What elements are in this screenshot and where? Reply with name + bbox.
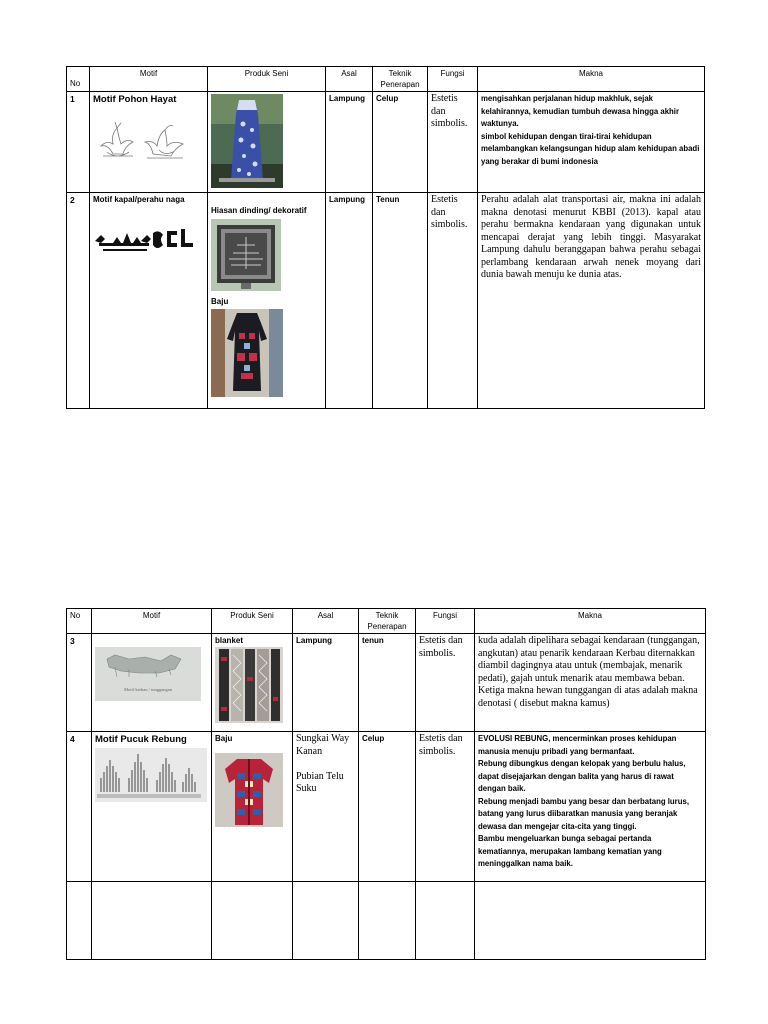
empty-cell	[92, 882, 212, 960]
table1-header-row	[67, 67, 705, 92]
header-produk-seni: Produk Seni	[208, 67, 326, 92]
motif-table-1	[66, 66, 705, 409]
table-row	[67, 92, 705, 193]
row-number: 3	[67, 634, 92, 732]
table2-header-row	[67, 609, 706, 634]
shirt-photo	[215, 753, 283, 827]
asal-cell: Sungkai Way Kanan Pubian Telu Suku	[293, 732, 359, 882]
batik-dress-photo	[211, 94, 283, 188]
blanket-photo	[215, 647, 283, 723]
motif-cell	[90, 92, 208, 193]
header-asal: Asal	[326, 67, 373, 92]
header-fungsi: Fungsi	[428, 67, 478, 92]
produk-label-blanket: blanket	[215, 636, 244, 645]
makna-cell: kuda adalah dipelihara sebagai kendaraan (tunggangan, angkutan) atau penarik kendaraan Kerbau diternakkan diambil dagingnya atau untuk (membajak, menarik pedati), gajah untuk menarik atau membawa beban. Ketiga makna hewan tunggangan di atas adalah makna denotasi ( disebut makna kamus)	[475, 634, 706, 732]
header-fungsi: Fungsi	[416, 609, 475, 634]
asal-cell: Lampung	[293, 634, 359, 732]
asal-cell: Lampung	[326, 92, 373, 193]
kapal-naga-motif-image	[93, 221, 203, 257]
motif-cell	[90, 193, 208, 409]
empty-cell	[416, 882, 475, 960]
motif-title: Motif Pohon Hayat	[93, 94, 177, 105]
empty-cell	[67, 882, 92, 960]
header-no: No	[67, 67, 90, 92]
motif-caption: Motif kerbau / tunggangan	[123, 687, 173, 692]
empty-cell	[293, 882, 359, 960]
row-number: 2	[67, 193, 90, 409]
header-motif: Motif	[92, 609, 212, 634]
header-produk-seni: Produk Seni	[212, 609, 293, 634]
table-row	[67, 193, 705, 409]
empty-cell	[475, 882, 706, 960]
dress-photo	[211, 309, 283, 397]
makna-cell: mengisahkan perjalanan hidup makhluk, sejak kelahirannya, kemudian tumbuh dewasa hingga akhir waktunya. simbol kehidupan dengan tirai-tirai kehidupan melambangkan kelangsungan hidup alam kehidupan abadi yang berakar di bumi indonesia	[478, 92, 705, 193]
wall-hanging-photo	[211, 219, 281, 291]
empty-cell	[212, 882, 293, 960]
makna-lead-text: EVOLUSI REBUNG	[478, 734, 549, 743]
teknik-cell: Celup	[373, 92, 428, 193]
kerbau-motif-image	[95, 647, 201, 701]
row-number: 4	[67, 732, 92, 882]
table-row	[67, 732, 706, 882]
header-teknik-penerapan: Teknik Penerapan	[359, 609, 416, 634]
fungsi-cell: Estetis dan simbolis.	[428, 193, 478, 409]
produk-label-hiasan: Hiasan dinding/ dekoratif	[211, 206, 307, 215]
row-number: 1	[67, 92, 90, 193]
header-motif: Motif	[90, 67, 208, 92]
header-makna: Makna	[478, 67, 705, 92]
header-no: No	[67, 609, 92, 634]
motif-title: Motif kapal/perahu naga	[93, 195, 185, 204]
produk-label-baju: Baju	[211, 297, 229, 306]
produk-seni-cell	[208, 92, 326, 193]
table-row-empty	[67, 882, 706, 960]
produk-seni-cell	[212, 732, 293, 882]
fungsi-cell: Estetis dan simbolis.	[416, 634, 475, 732]
makna-cell: Perahu adalah alat transportasi air, makna ini adalah makna denotasi menurut KBBI (2013). kapal atau perahu bermakna kendaraan yang digunakan untuk mencapai derajat yang lebih tinggi. Masyarakat Lampung dahulu beranggapan bahwa perahu sebagai perlambang kendaraan arwah nenek moyang dari dunia bawah menuju ke dunia atas.	[478, 193, 705, 409]
produk-label-baju: Baju	[215, 734, 233, 743]
makna-body-text: , mencerminkan proses kehidupan manusia menuju pribadi yang bermanfaat. Rebung dibungkus dengan kelopak yang berbulu halus, dapat disejajarkan dengan balita yang harus di rawat dengan baik. Rebung menjadi bambu yang besar dan berbatang lurus, batang yang lurus diibaratkan manusia yang beranjak dewasa dan mengejar cita-cita yang tinggi. Bambu mengeluarkan bunga sebagai pertanda kematiannya, merupakan lambang kematian yang meninggalkan nama baik.	[478, 734, 689, 868]
header-teknik-penerapan: Teknik Penerapan	[373, 67, 428, 92]
teknik-cell: Celup	[359, 732, 416, 882]
produk-seni-cell	[212, 634, 293, 732]
fungsi-cell: Estetis dan simbolis.	[428, 92, 478, 193]
motif-title: Motif Pucuk Rebung	[95, 734, 187, 745]
table-row	[67, 634, 706, 732]
header-asal: Asal	[293, 609, 359, 634]
makna-cell	[475, 732, 706, 882]
teknik-cell: Tenun	[373, 193, 428, 409]
pohon-hayat-motif-image	[93, 114, 203, 164]
fungsi-cell: Estetis dan simbolis.	[416, 732, 475, 882]
produk-seni-cell	[208, 193, 326, 409]
empty-cell	[359, 882, 416, 960]
motif-cell	[92, 634, 212, 732]
motif-cell	[92, 732, 212, 882]
motif-table-2	[66, 608, 706, 960]
header-makna: Makna	[475, 609, 706, 634]
teknik-cell: tenun	[359, 634, 416, 732]
pucuk-rebung-motif-image	[95, 748, 207, 802]
asal-cell: Lampung	[326, 193, 373, 409]
